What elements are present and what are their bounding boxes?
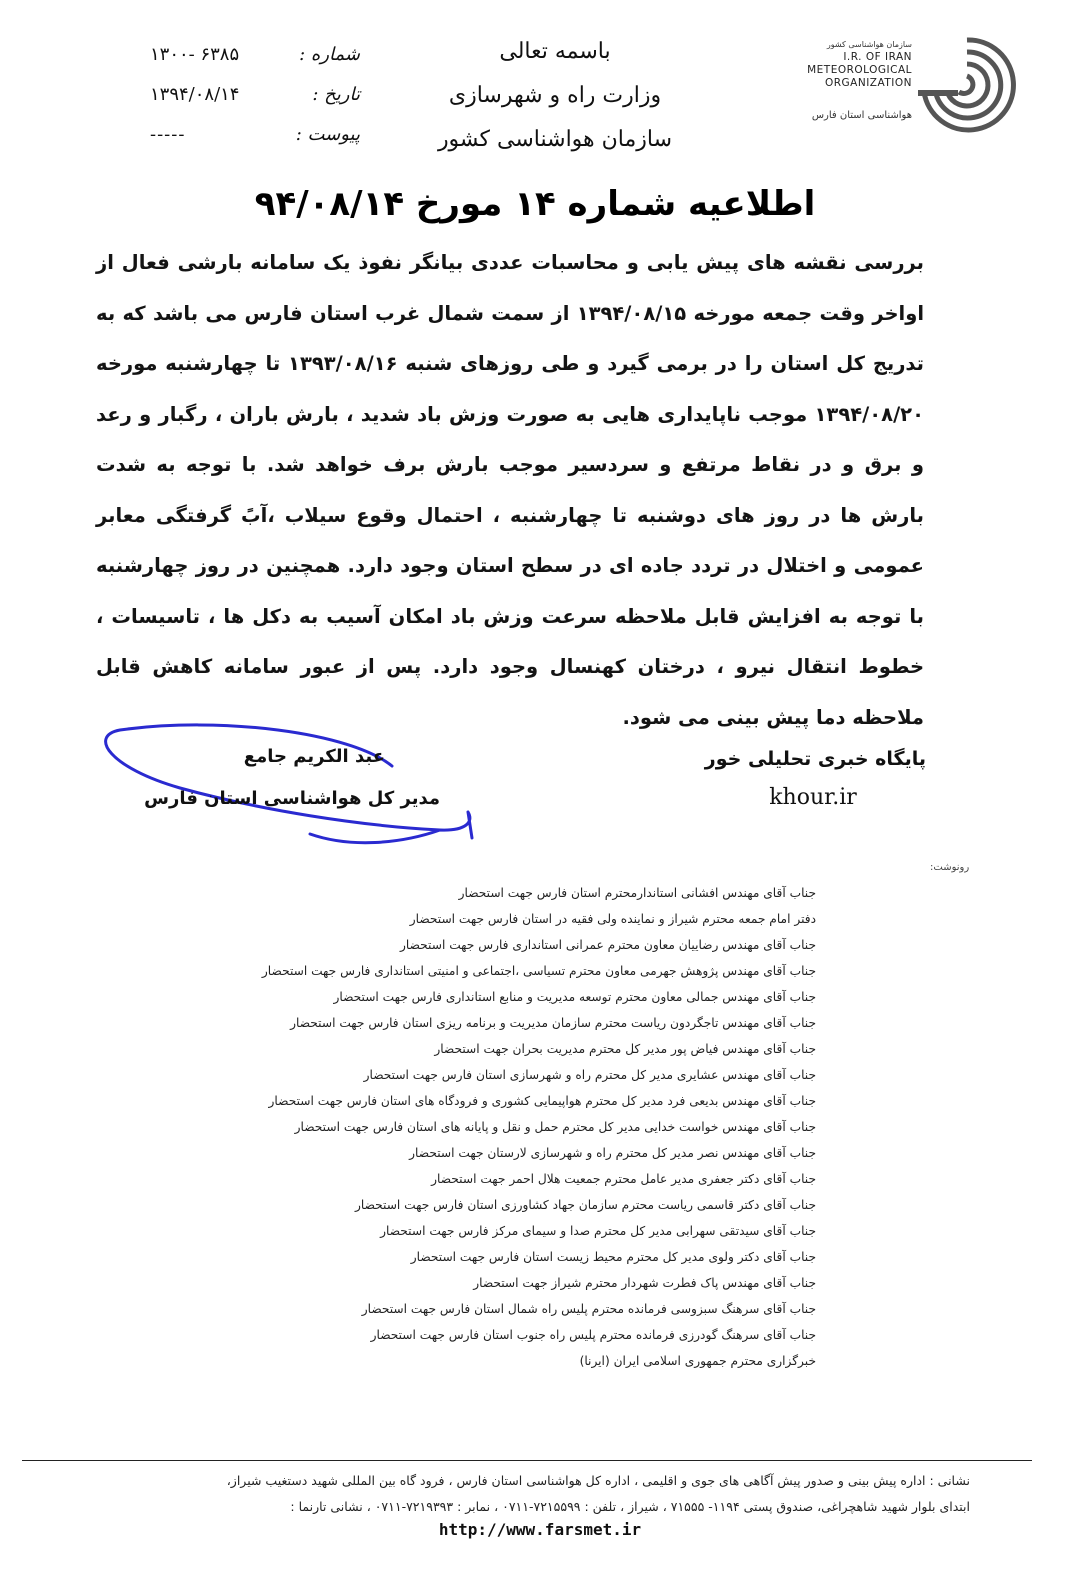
letter-header	[400, 30, 710, 162]
list-item: دفتر امام جمعه محترم شیراز و نماینده ولی فقیه در استان فارس جهت استحضار	[409, 912, 816, 926]
date-label: تاریخ :	[312, 84, 360, 105]
copies-list	[200, 880, 816, 1374]
list-item: جناب آقای مهندس تاجگردون ریاست محترم سازمان مدیریت و برنامه ریزی استان فارس جهت استحضار	[290, 1016, 816, 1030]
list-item: جناب آقای مهندس عشایری مدیر کل محترم راه و شهرسازی استان فارس جهت استحضار	[363, 1068, 816, 1082]
list-item: جناب آقای دکتر ولوی مدیر کل محترم محیط زیست استان فارس جهت استحضار	[410, 1250, 816, 1264]
list-item: جناب آقای مهندس افشانی استاندارمحترم استان فارس جهت استحضار	[458, 886, 816, 900]
meta-date-row	[150, 84, 360, 124]
logo-org-english-1: I.R. OF IRAN	[843, 51, 912, 63]
news-source	[700, 744, 926, 818]
list-item: جناب آقای مهندس نصر مدیر کل محترم راه و شهرسازی لارستان جهت استحضار	[409, 1146, 816, 1160]
logo-org-english-3: ORGANIZATION	[824, 77, 912, 89]
footer-address-line-1: نشانی : اداره پیش بینی و صدور پیش آگاهی های جوی و اقلیمی ، اداره کل هواشناسی استان فارس ، فرود گاه بین المللی شهید دستغیب شیراز،	[226, 1473, 970, 1488]
list-item: جناب آقای مهندس پژوهش جهرمی معاون محترم تسیاسی ،اجتماعی و امنیتی استانداری فارس جهت استحضار	[261, 964, 816, 978]
date-value: ۱۳۹۴/۰۸/۱۴	[150, 84, 240, 105]
list-item: جناب آقای دکتر قاسمی ریاست محترم سازمان جهاد کشاورزی استان فارس جهت استحضار	[354, 1198, 816, 1212]
logo-org-english-2: METEOROLOGICAL	[807, 64, 912, 76]
announcement-title: اطلاعیه شماره ۱۴ مورخ ۹۴/۰۸/۱۴	[254, 184, 816, 224]
signatory-title: مدیر کل هواشناسی استان فارس	[144, 788, 440, 809]
footer-divider	[22, 1460, 1032, 1461]
logo-org-persian: سازمان هواشناسی کشور	[826, 40, 912, 49]
list-item: جناب آقای سرهنگ سبزوسی فرمانده محترم پلیس راه شمال استان فارس جهت استحضار	[361, 1302, 816, 1316]
list-item: جناب آقای مهندس بدیعی فرد مدیر کل محترم هواپیمایی کشوری و فرودگاه های استان فارس جهت استحضار	[268, 1094, 816, 1108]
logo-text-block	[807, 38, 912, 90]
list-item: جناب آقای مهندس پاک فطرت شهردار محترم شیراز جهت استحضار	[473, 1276, 816, 1290]
meta-number-row	[150, 44, 360, 84]
logo-caption: هواشناسی استان فارس	[811, 110, 912, 121]
list-item: جناب آقای دکتر جعفری مدیر عامل محترم جمعیت هلال احمر جهت استحضار	[431, 1172, 816, 1186]
list-item: خبرگزاری محترم جمهوری اسلامی ایران (ایرنا)	[579, 1354, 816, 1368]
list-item: جناب آقای مهندس خواست خدایی مدیر کل محترم حمل و نقل و پایانه های استان فارس جهت استحضار	[294, 1120, 816, 1134]
list-item: جناب آقای مهندس رضاییان معاون محترم عمرانی استانداری فارس جهت استحضار	[400, 938, 816, 952]
header-ministry: وزارت راه و شهرسازی	[448, 83, 662, 108]
copies-label: رونوشت:	[930, 862, 970, 873]
spiral-logo-icon	[912, 30, 1022, 140]
list-item: جناب آقای سرهنگ گودرزی فرمانده محترم پلیس راه جنوب استان فارس جهت استحضار	[370, 1328, 816, 1342]
footer-website-link[interactable]: http://www.farsmet.ir	[438, 1520, 642, 1539]
attachment-label: پیوست :	[295, 124, 360, 145]
footer-address-line-2: ابتدای بلوار شهید شاهچراغی، صندوق پستی ۱۱۹۴- ۷۱۵۵۵ ، شیراز ، تلفن : ۷۲۱۵۵۹۹-۰۷۱۱ ، نمابر : ۷۲۱۹۳۹۳-۰۷۱۱ ، نشانی تارنما :	[290, 1499, 970, 1514]
list-item: جناب آقای مهندس جمالی معاون محترم توسعه مدیریت و منابع استانداری فارس جهت استحضار	[333, 990, 816, 1004]
number-label: شماره :	[299, 44, 360, 65]
footer-address	[100, 1468, 970, 1520]
organization-logo	[800, 26, 1022, 156]
list-item: جناب آقای سیدتقی سهرابی مدیر کل محترم صدا و سیمای مرکز فارس جهت استحضار	[380, 1224, 816, 1238]
attachment-value: -----	[150, 124, 186, 145]
letter-meta	[150, 44, 360, 164]
source-site: khour.ir	[769, 785, 857, 810]
list-item: جناب آقای مهندس فیاض پور مدیر کل محترم مدیریت بحران جهت استحضار	[434, 1042, 816, 1056]
announcement-body: بررسی نقشه های پیش یابی و محاسبات عددی بیانگر نفوذ یک سامانه بارشی فعال از اواخر وقت جمعه مورخه ۱۳۹۴/۰۸/۱۵ از سمت شمال غرب استان فارس می باشد که به تدریج کل استان را در برمی گیرد و طی روزهای شنبه ۱۳۹۳/۰۸/۱۶ تا چهارشنبه مورخه ۱۳۹۴/۰۸/۲۰ موجب ناپایداری هایی به صورت وزش باد شدید ، بارش باران ، رگبار و رعد و برق و در نقاط مرتفع و سردسیر موجب بارش برف خواهد شد. با توجه به شدت بارش ها در روز های دوشنبه تا چهارشنبه ، احتمال وقوع سیلاب ،آبً گرفتگی معابر عمومی و اختلال در تردد جاده ای در سطح استان وجود دارد. همچنین در روز چهارشنبه با توجه به افزایش قابل ملاحظه سرعت وزش باد امکان آسیب به دکل ها ، تاسیسات ، خطوط انتقال نیرو ، درختان کهنسال وجود دارد. پس از عبور سامانه کاهش قابل ملاحظه دما پیش بینی می شود.	[96, 251, 925, 729]
source-name: پایگاه خبری تحلیلی خور	[704, 748, 926, 770]
number-value: ۱۳۰۰- ۶۳۸۵	[150, 44, 240, 65]
signature-block	[100, 722, 480, 852]
signatory-name: عبد الکریم جامع	[243, 746, 385, 767]
header-basmala: باسمه تعالی	[499, 39, 611, 64]
header-organization: سازمان هواشناسی کشور	[437, 127, 673, 152]
handwritten-signature-icon	[100, 722, 480, 852]
meta-attachment-row	[150, 124, 360, 164]
